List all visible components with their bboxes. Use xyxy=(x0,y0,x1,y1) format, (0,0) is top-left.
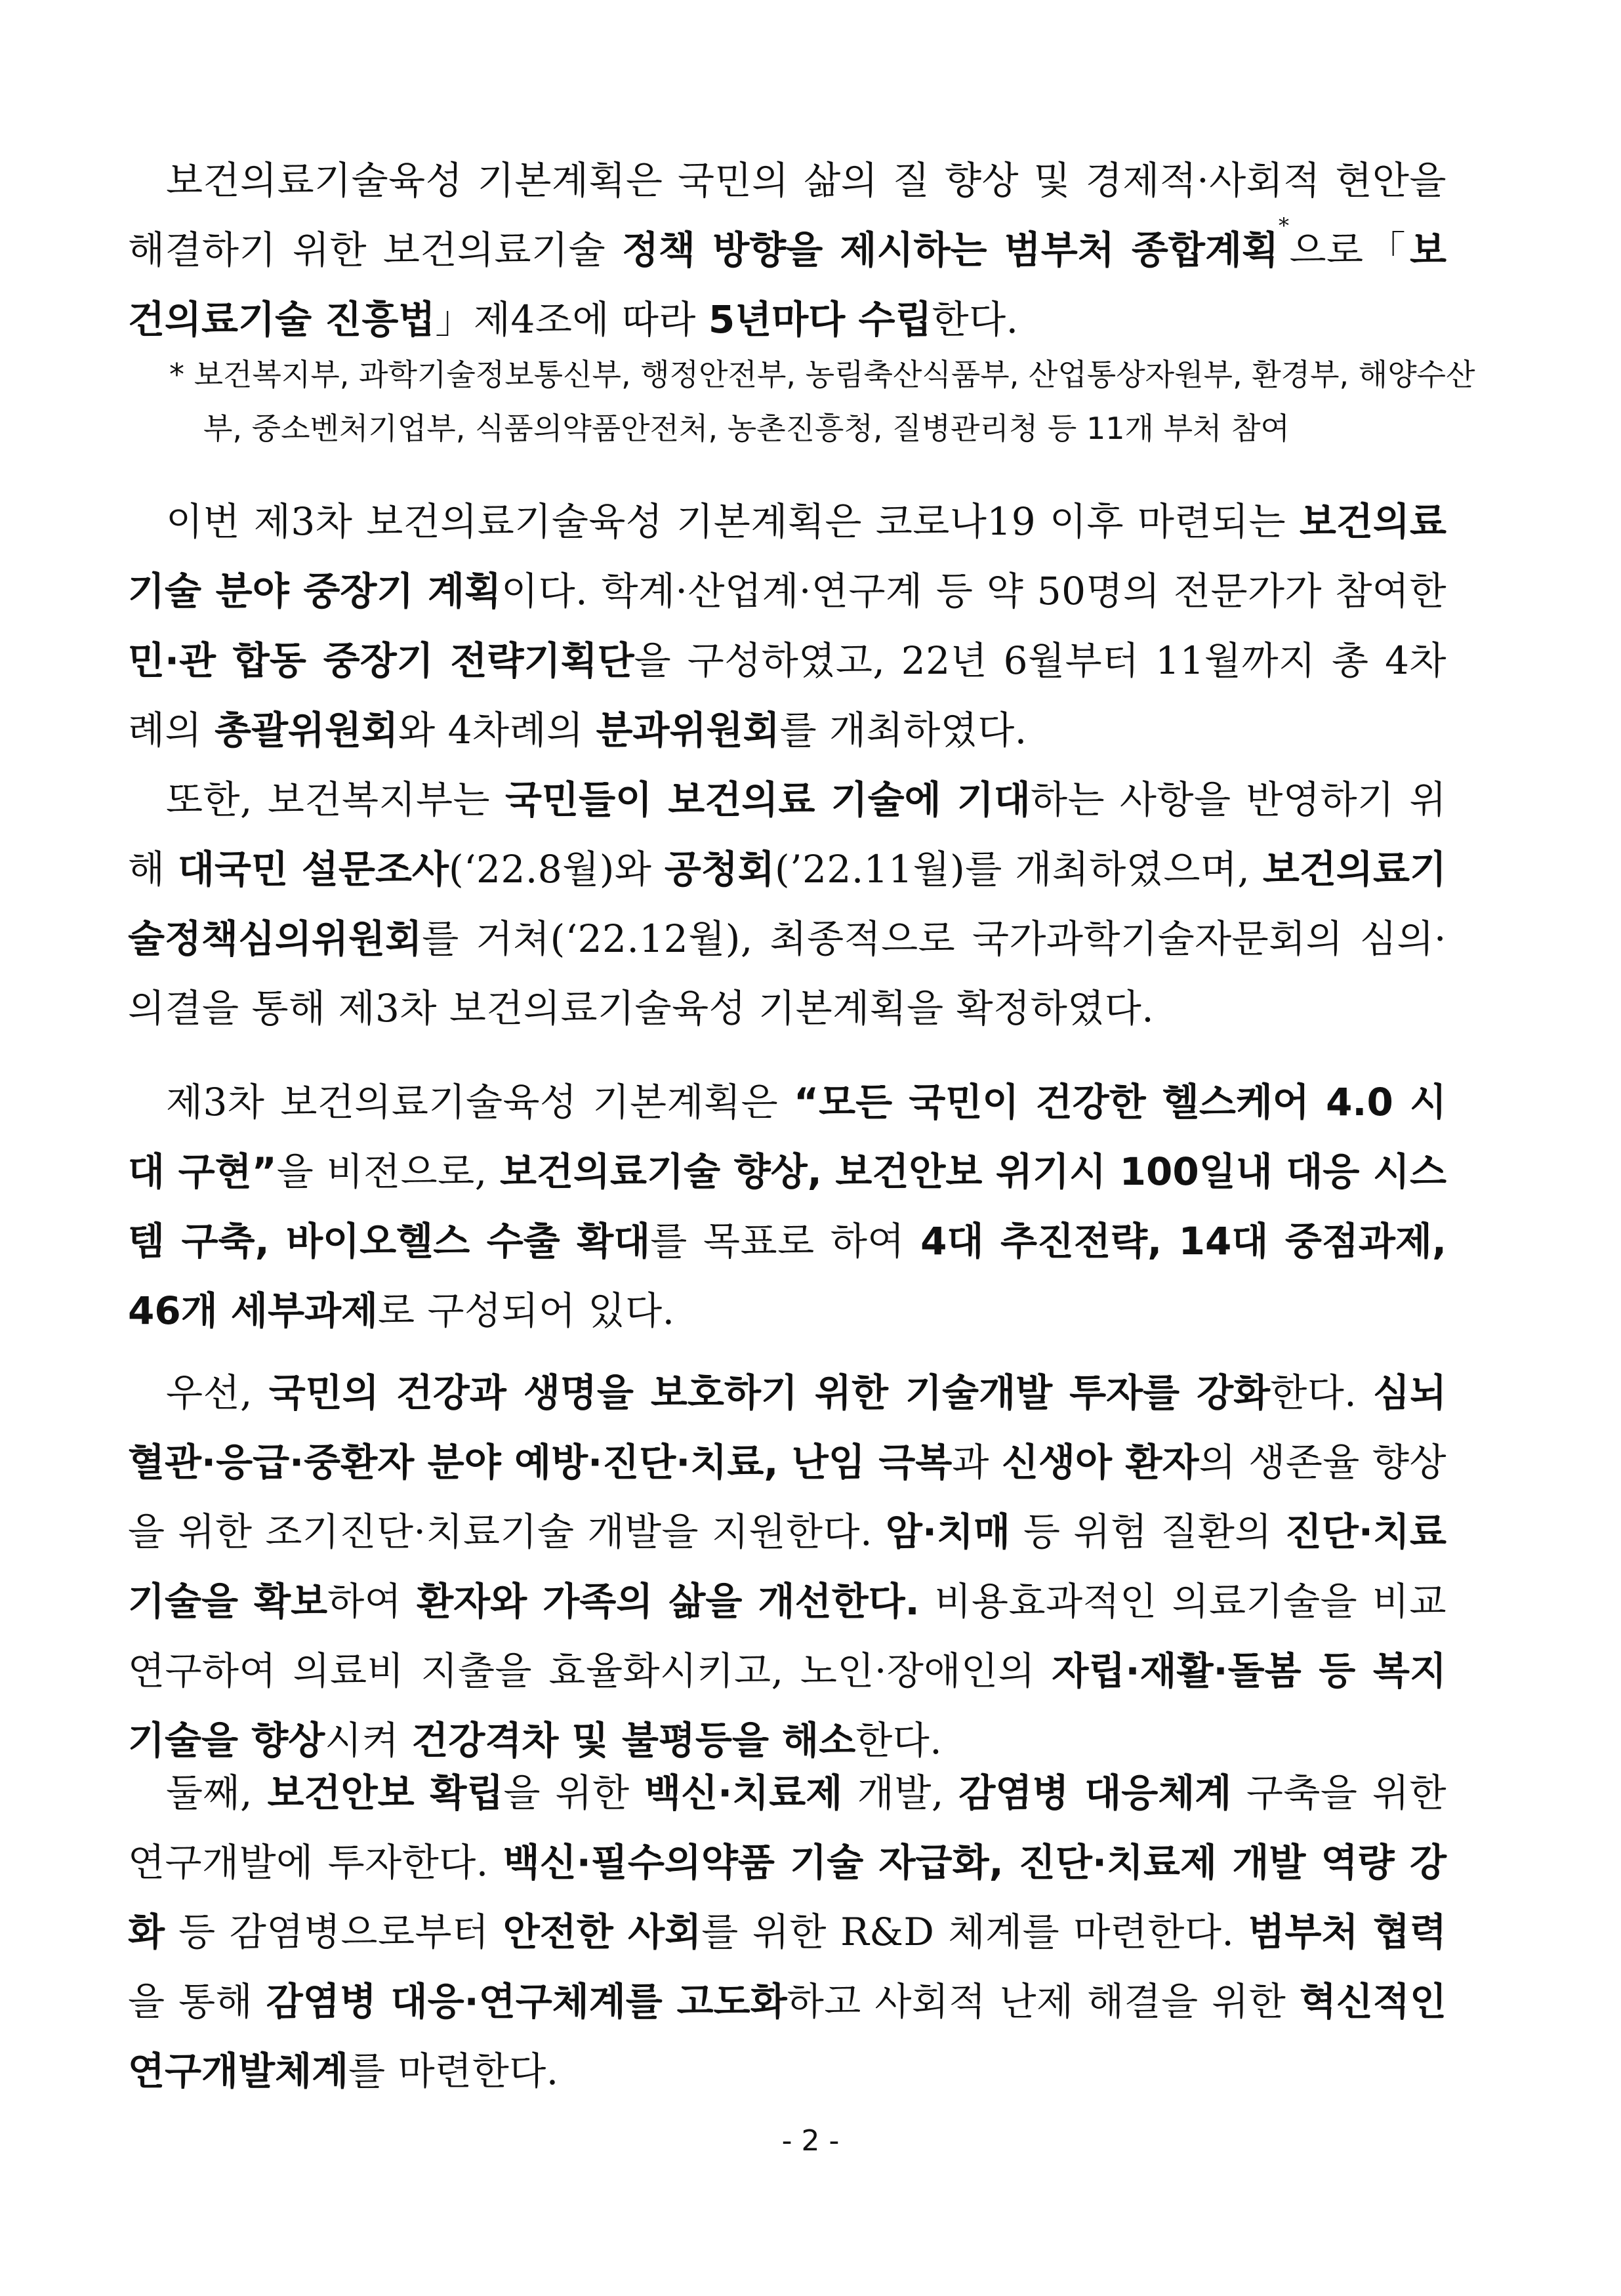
text: 과 xyxy=(952,1440,1002,1485)
text: 를 개최하였다. xyxy=(779,708,1027,752)
bold-text: 안전한 사회 xyxy=(503,1910,702,1954)
bold-text: 진단·치료기술을 확보 xyxy=(128,1509,1447,1624)
text: 등 위험 질환의 xyxy=(1010,1509,1285,1554)
bold-text: 자립·재활·돌봄 등 복지기술을 향상 xyxy=(128,1649,1447,1763)
text: 둘째, xyxy=(166,1771,268,1815)
text: 를 위한 R&D 체계를 마련한다. xyxy=(701,1910,1248,1954)
text: 의 생존율 향상을 위한 조기진단·치료기술 개발을 지원한다. xyxy=(128,1440,1447,1554)
paragraph-plan-overview xyxy=(128,146,1447,354)
paragraph-first-strategy xyxy=(128,1358,1447,1775)
bold-text: 4대 추진전략, 14대 중점과제, 46개 세부과제 xyxy=(128,1219,1447,1333)
bold-text: 정책 방향을 제시하는 범부처 종합계획 xyxy=(622,228,1279,272)
text: 로 구성되어 있다. xyxy=(378,1288,675,1333)
paragraph-third-plan xyxy=(128,487,1447,765)
bold-text: 신생아 환자 xyxy=(1001,1440,1199,1485)
text: 한다. xyxy=(855,1718,943,1763)
text: 를 목표로 하여 xyxy=(650,1219,921,1263)
paragraph-vision-goals xyxy=(128,1067,1447,1345)
bold-text: 보건의료기술 진흥법 xyxy=(128,228,1447,342)
text: 또한, 보건복지부는 xyxy=(166,777,506,822)
text: 보건의료기술육성 기본계획은 국민의 삶의 질 향상 및 경제적·사회적 현안을 해결하기 위한 보건의료기술 xyxy=(128,158,1447,272)
bold-text: 5년마다 수립 xyxy=(708,297,932,342)
text: (‘22.8월)와 xyxy=(448,847,665,892)
text: 구축을 위한 연구개발에 투자한다. xyxy=(128,1771,1447,1885)
text: 이번 제3차 보건의료기술육성 기본계획은 코로나19 이후 마련되는 xyxy=(166,499,1300,544)
text: 한다. xyxy=(932,297,1019,342)
bold-text: 감염병 대응체계 xyxy=(958,1771,1232,1815)
text: 와 4차례의 xyxy=(398,708,596,752)
text: 하여 xyxy=(327,1579,417,1624)
text: 제3차 보건의료기술육성 기본계획은 xyxy=(166,1080,794,1124)
text: 을 구성하였고, 22년 6월부터 11월까지 총 4차례의 xyxy=(128,638,1447,752)
text: 이다. 학계·산업계·연구계 등 약 50명의 전문가가 참여한 xyxy=(501,569,1447,613)
text: 우선, xyxy=(166,1370,269,1415)
paragraph-public-input xyxy=(128,765,1447,1043)
footnote-marker: * xyxy=(1279,213,1290,238)
bold-text: 범부처 협력 xyxy=(1248,1910,1447,1954)
text: 를 마련한다. xyxy=(348,2049,559,2093)
bold-text: 감염병 대응·연구체계를 고도화 xyxy=(266,1979,787,2024)
paragraph-second-strategy xyxy=(128,1758,1447,2106)
text: 시켜 xyxy=(325,1718,412,1763)
bold-text: 보건의료기술정책심의위원회 xyxy=(128,847,1447,961)
bold-text: 보건의료기술 분야 중장기 계획 xyxy=(128,499,1447,613)
bold-text: 대국민 설문조사 xyxy=(178,847,449,892)
text: 을 위한 xyxy=(503,1771,645,1815)
text: 하는 사항을 반영하기 위해 xyxy=(128,777,1447,892)
bold-text: 보건의료기술 향상, 보건안보 위기시 100일내 대응 시스템 구축, 바이오헬스 수출 확대 xyxy=(128,1149,1447,1263)
bold-text: 국민들이 보건의료 기술에 기대 xyxy=(505,777,1031,822)
text: 을 비전으로, xyxy=(276,1149,500,1194)
text: 을 통해 xyxy=(128,1979,266,2024)
bold-text: 암·치매 xyxy=(885,1509,1011,1554)
bold-text: 공청회 xyxy=(664,847,775,892)
text: 를 거쳐(‘22.12월), 최종적으로 국가과학기술자문회의 심의·의결을 통해 제3차 보건의료기술육성 기본계획을 확정하였다. xyxy=(128,916,1447,1031)
bold-text: 혁신적인 연구개발체계 xyxy=(128,1979,1447,2093)
text: (’22.11월)를 개최하였으며, xyxy=(774,847,1263,892)
bold-text: 분과위원회 xyxy=(596,708,780,752)
text: 비용효과적인 의료기술을 비교 연구하여 의료비 지출을 효율화시키고, 노인·장애인의 xyxy=(128,1579,1447,1693)
bold-text: 백신·치료제 xyxy=(644,1771,843,1815)
text: 으로「 xyxy=(1289,228,1410,272)
bold-text: 환자와 가족의 삶을 개선한다. xyxy=(417,1579,920,1624)
bold-text: 총괄위원회 xyxy=(215,708,399,752)
text: 개발, xyxy=(842,1771,959,1815)
text: 하고 사회적 난제 해결을 위한 xyxy=(787,1979,1300,2024)
bold-text: 심뇌혈관·응급·중환자 분야 예방·진단·치료, 난임 극복 xyxy=(128,1370,1447,1485)
bold-text: 건강격차 및 불평등을 해소 xyxy=(411,1718,856,1763)
text: 한다. xyxy=(1270,1370,1373,1415)
bold-text: 민·관 합동 중장기 전략기획단 xyxy=(128,638,634,683)
text: 」제4조에 따라 xyxy=(435,297,708,342)
bold-text: 보건안보 확립 xyxy=(267,1771,504,1815)
bold-text: “모든 국민이 건강한 헬스케어 4.0 시대 구현” xyxy=(128,1080,1447,1194)
footnote-ministries: * 보건복지부, 과학기술정보통신부, 행정안전부, 농림축산식품부, 산업통상자원부, 환경부, 해양수산부, 중소벤처기업부, 식품의약품안전처, 농촌진흥청, 질병관리청 등 11개 부처 참여 xyxy=(169,357,1475,446)
page-number: - 2 - xyxy=(781,2124,840,2158)
bold-text: 국민의 건강과 생명을 보호하기 위한 기술개발 투자를 강화 xyxy=(268,1370,1271,1415)
bold-text: 백신·필수의약품 기술 자급화, 진단·치료제 개발 역량 강화 xyxy=(128,1840,1447,1954)
text: 등 감염병으로부터 xyxy=(165,1910,503,1954)
